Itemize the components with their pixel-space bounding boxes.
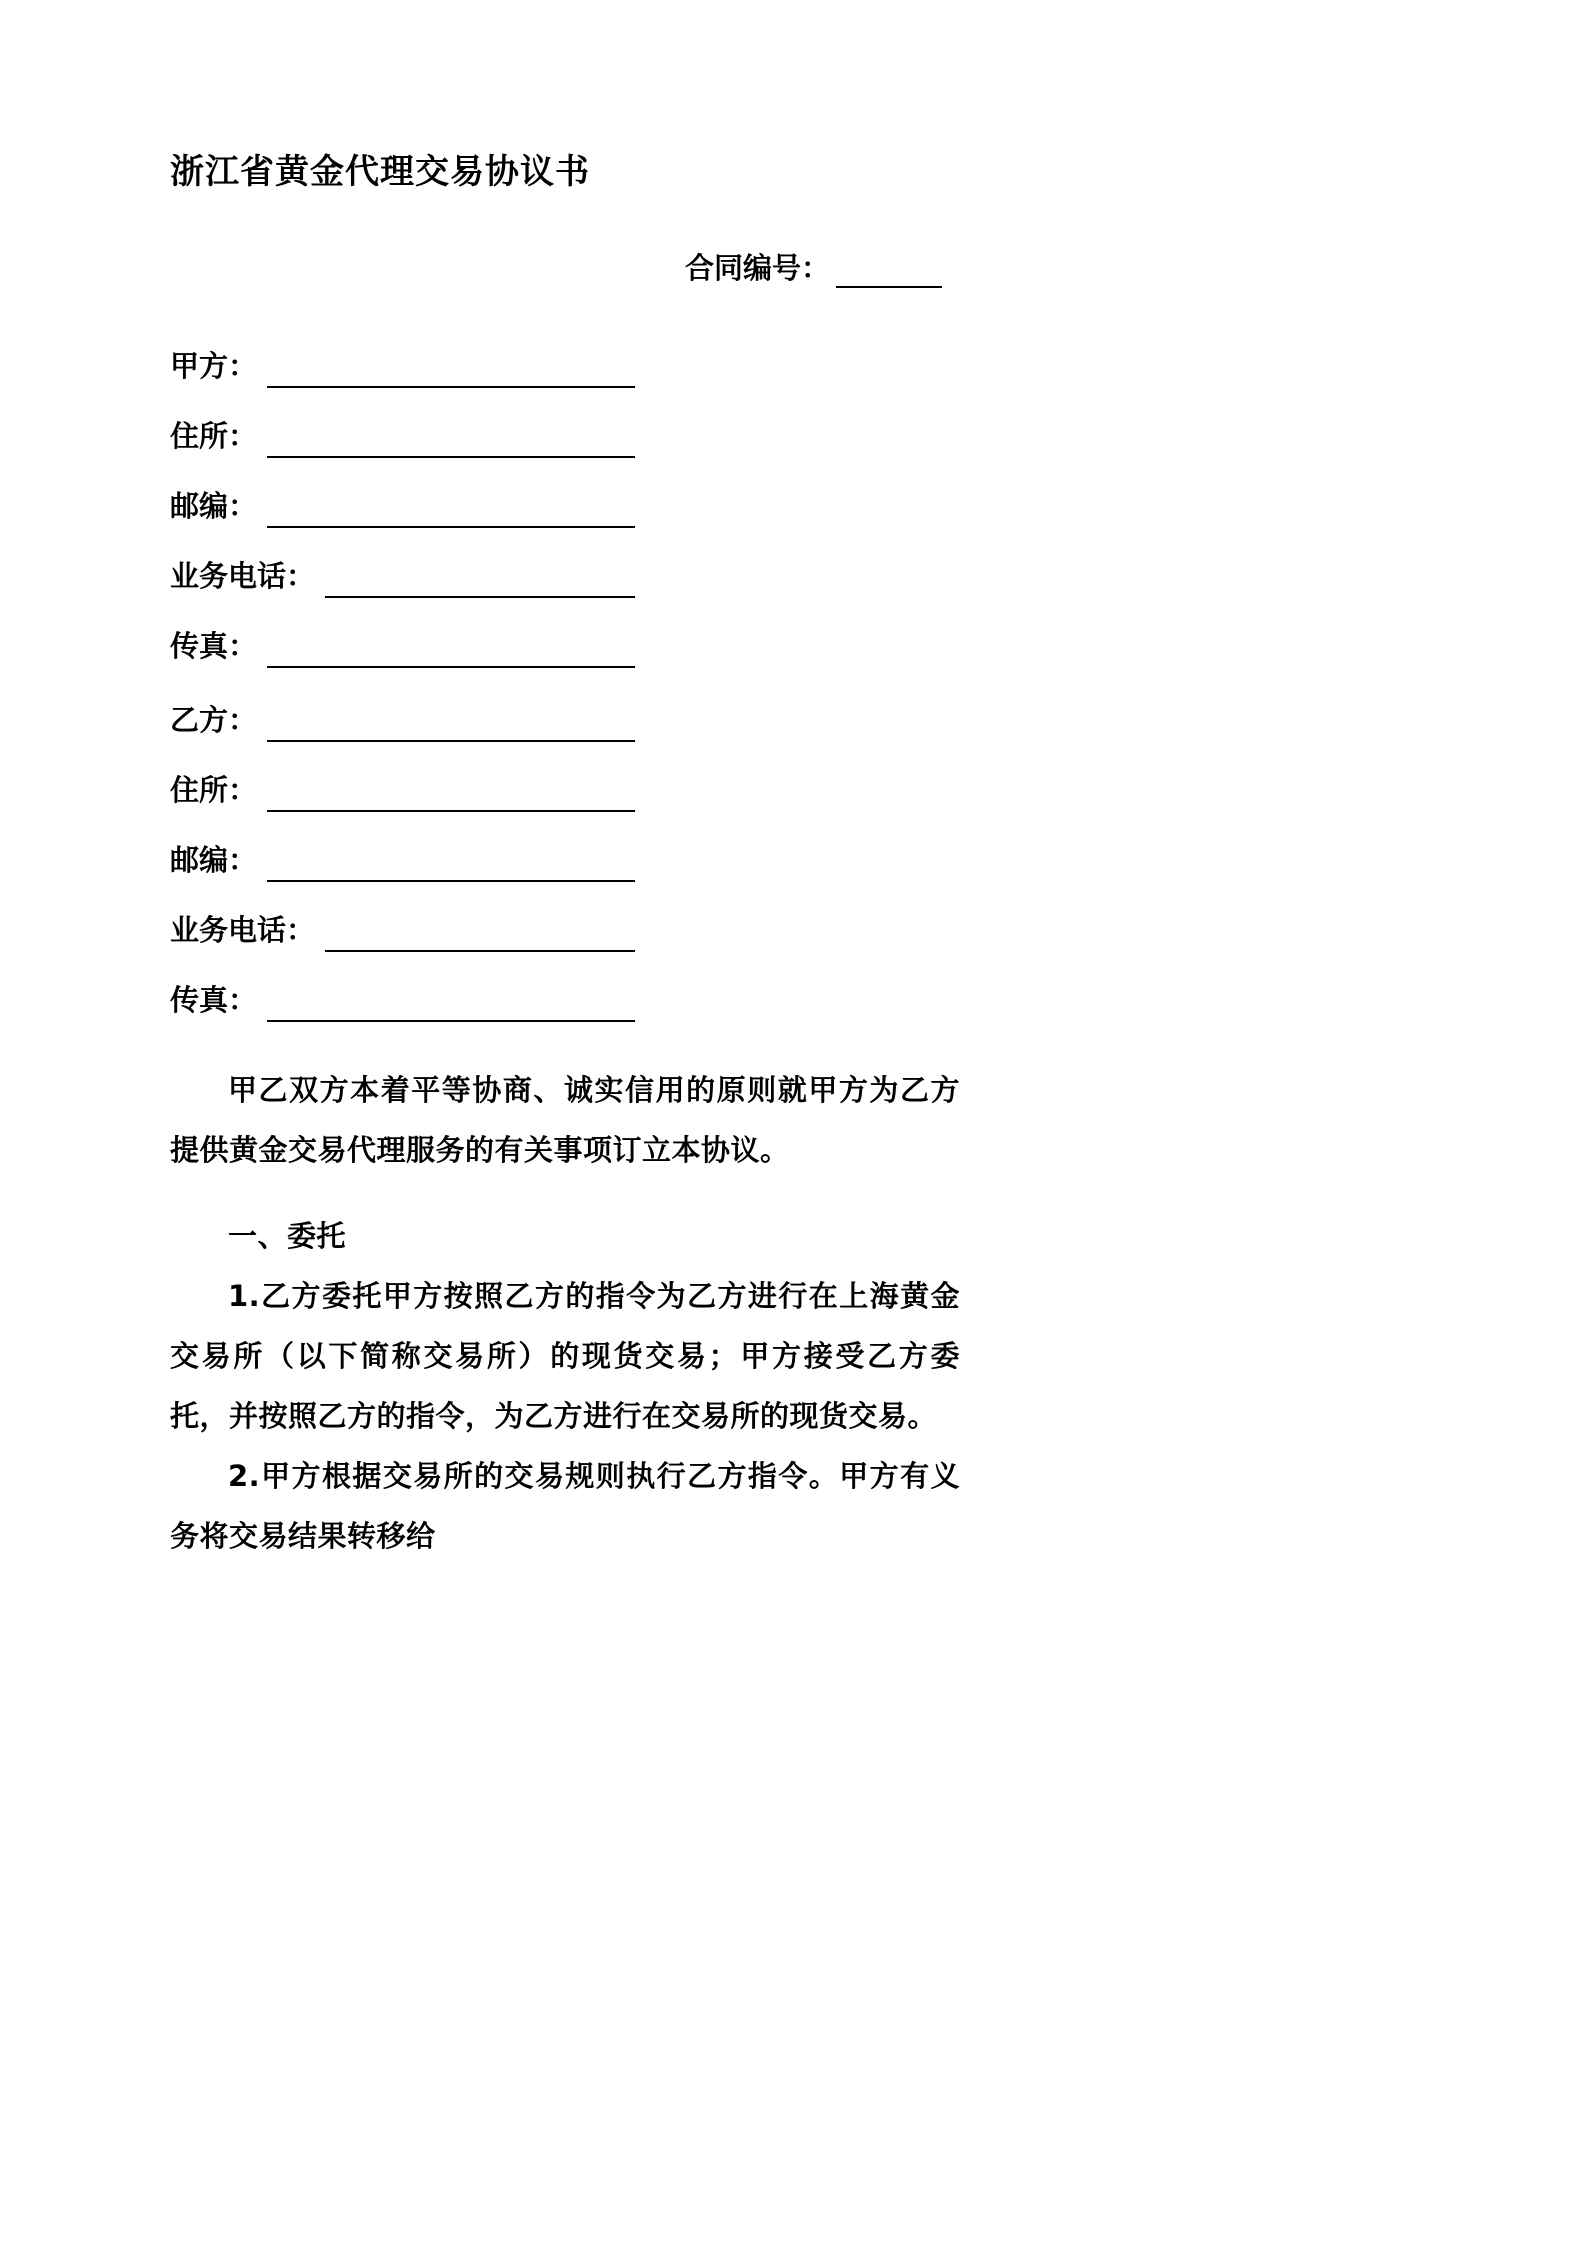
clause-2-paragraph: 2.甲方根据交易所的交易规则执行乙方指令。甲方有义务将交易结果转移给 xyxy=(170,1459,960,1553)
party-b-address-blank-line[interactable] xyxy=(267,770,635,812)
clause-1-paragraph: 1.乙方委托甲方按照乙方的指令为乙方进行在上海黄金交易所（以下简称交易所）的现货交易；甲方接受乙方委托，并按照乙方的指令，为乙方进行在交易所的现货交易。 xyxy=(170,1279,960,1433)
contract-number-blank-line[interactable] xyxy=(836,246,942,288)
party-a-fields xyxy=(170,346,962,668)
party-a-postcode-label: 邮编： xyxy=(170,489,258,523)
section-1-heading: 一、委托 xyxy=(228,1219,347,1253)
party-a-address-row xyxy=(170,416,635,458)
party-a-address-label: 住所： xyxy=(170,419,258,453)
party-b-address-row xyxy=(170,770,635,812)
party-a-phone-blank-line[interactable] xyxy=(325,556,635,598)
party-a-phone-label: 业务电话： xyxy=(170,559,316,593)
party-b-fax-label: 传真： xyxy=(170,983,258,1017)
party-b-postcode-row xyxy=(170,840,635,882)
party-a-postcode-row xyxy=(170,486,635,528)
party-a-fax-blank-line[interactable] xyxy=(267,626,635,668)
party-b-fields xyxy=(170,700,962,1022)
document-title: 浙江省黄金代理交易协议书 xyxy=(170,152,590,192)
party-b-name-label: 乙方： xyxy=(170,703,258,737)
party-a-fax-label: 传真： xyxy=(170,629,258,663)
party-b-postcode-blank-line[interactable] xyxy=(267,840,635,882)
party-b-address-label: 住所： xyxy=(170,773,258,807)
party-b-phone-row xyxy=(170,910,635,952)
party-a-address-blank-line[interactable] xyxy=(267,416,635,458)
party-a-name-label: 甲方： xyxy=(170,349,258,383)
party-b-fax-row xyxy=(170,980,635,1022)
party-b-postcode-label: 邮编： xyxy=(170,843,258,877)
contract-number-label: 合同编号： xyxy=(684,251,830,285)
party-b-phone-blank-line[interactable] xyxy=(325,910,635,952)
party-a-phone-row xyxy=(170,556,635,598)
party-a-name-blank-line[interactable] xyxy=(267,346,635,388)
document-content xyxy=(170,0,962,1566)
party-a-name-row xyxy=(170,346,635,388)
party-b-name-row xyxy=(170,700,635,742)
party-b-fax-blank-line[interactable] xyxy=(267,980,635,1022)
intro-paragraph: 甲乙双方本着平等协商、诚实信用的原则就甲方为乙方提供黄金交易代理服务的有关事项订立本协议。 xyxy=(170,1073,960,1167)
party-b-phone-label: 业务电话： xyxy=(170,913,316,947)
party-a-fax-row xyxy=(170,626,635,668)
contract-number-row xyxy=(170,246,942,288)
party-b-name-blank-line[interactable] xyxy=(267,700,635,742)
party-a-postcode-blank-line[interactable] xyxy=(267,486,635,528)
